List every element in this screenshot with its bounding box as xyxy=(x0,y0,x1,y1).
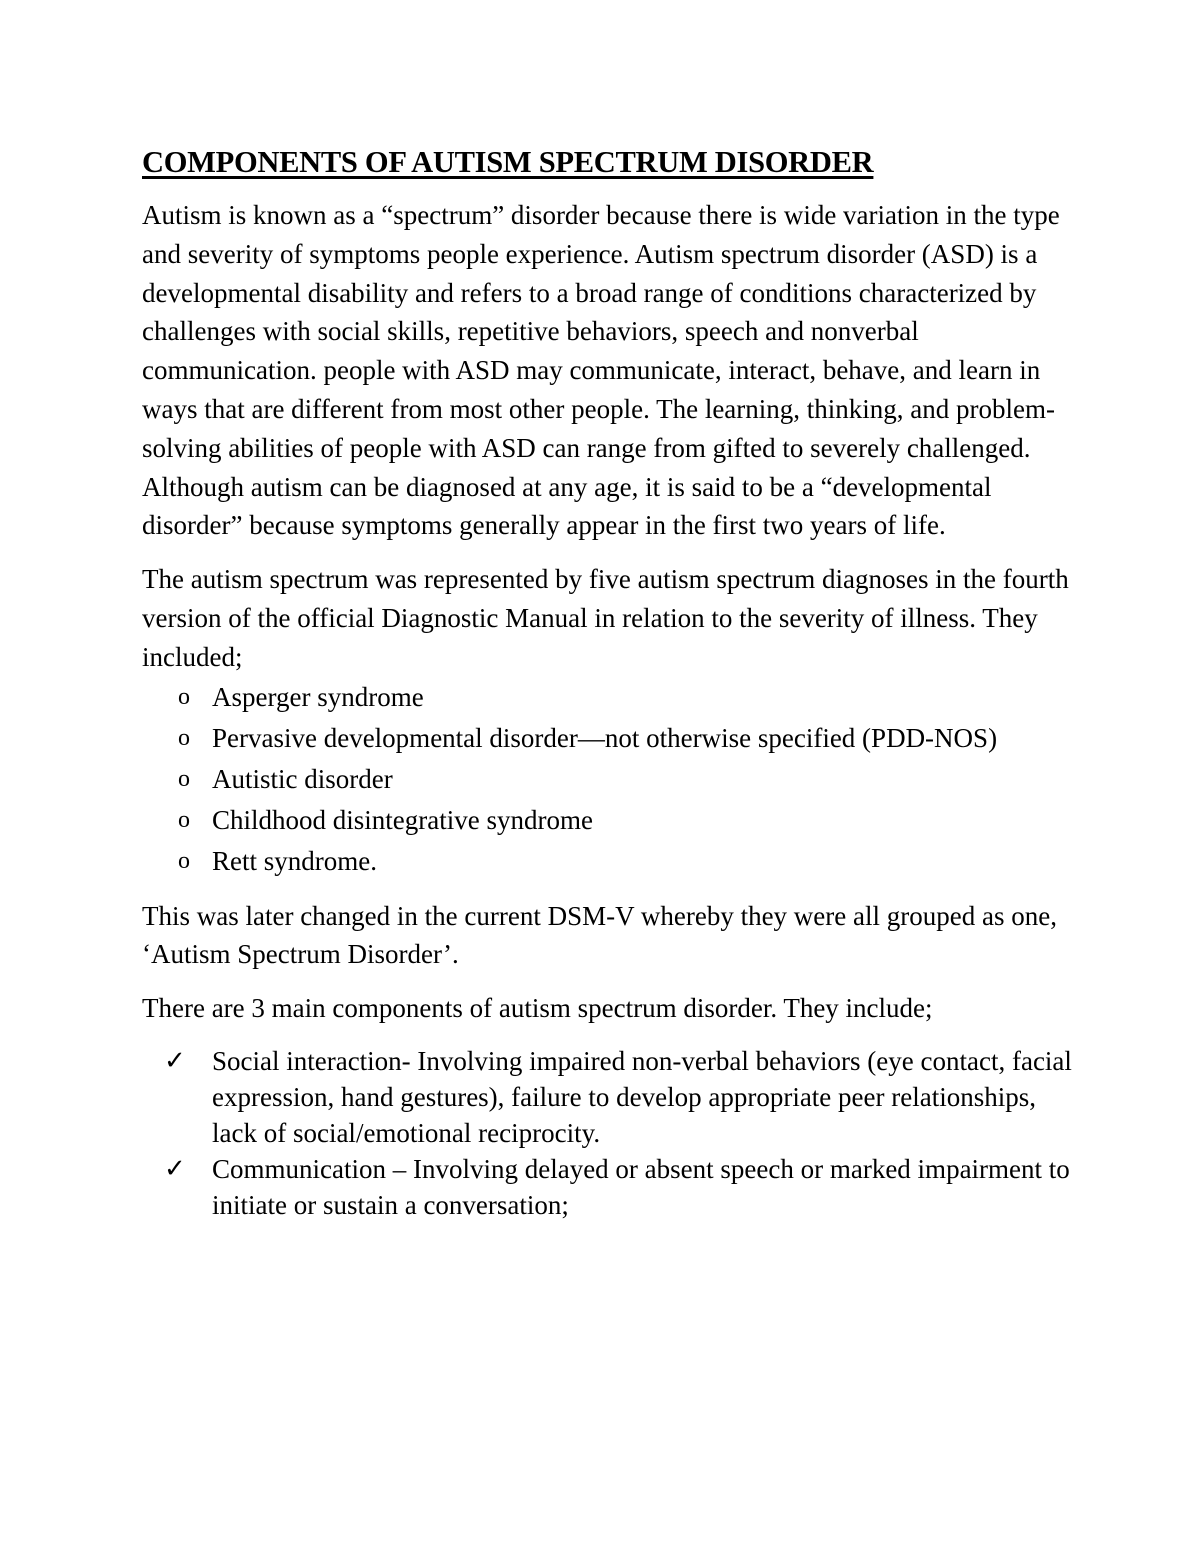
components-paragraph: There are 3 main components of autism spectrum disorder. They include; xyxy=(142,993,933,1024)
list-item xyxy=(142,841,1072,882)
circle-bullet-icon: o xyxy=(178,765,190,792)
components-list xyxy=(142,1043,1072,1223)
checkmark-icon: ✓ xyxy=(164,1153,186,1184)
list-item-text: Childhood disintegrative syndrome xyxy=(212,804,593,835)
list-item xyxy=(142,718,1072,759)
list-item xyxy=(142,677,1072,718)
list-item-text: Asperger syndrome xyxy=(212,681,424,712)
list-item-text: Communication – Involving delayed or absent speech or marked impairment to initiate or sustain a conversation; xyxy=(212,1153,1070,1220)
intro-paragraph: Autism is known as a “spectrum” disorder because there is wide variation in the type and severity of symptoms people experience. Autism spectrum disorder (ASD) is a developmental disability and refers to a broad range of conditions characterized by challenges with social skills, repetitive behaviors, speech and nonverbal communication. people with ASD may communicate, interact, behave, and learn in ways that are different from most other people. The learning, thinking, and problem-solving abilities of people with ASD can range from gifted to severely challenged. Although autism can be diagnosed at any age, it is said to be a “developmental disorder” because symptoms generally appear in the first two years of life. xyxy=(142,200,1060,541)
circle-bullet-icon: o xyxy=(178,683,190,710)
checkmark-icon: ✓ xyxy=(164,1045,186,1076)
spectrum-paragraph: The autism spectrum was represented by five autism spectrum diagnoses in the fourth version of the official Diagnostic Manual in relation to the severity of illness. They included; xyxy=(142,564,1069,672)
circle-bullet-icon: o xyxy=(178,847,190,874)
list-item xyxy=(142,759,1072,800)
list-item xyxy=(142,800,1072,841)
document-title: COMPONENTS OF AUTISM SPECTRUM DISORDER xyxy=(142,145,874,179)
circle-bullet-icon: o xyxy=(178,806,190,833)
list-item-text: Social interaction- Involving impaired non-verbal behaviors (eye contact, facial expression, hand gestures), failure to develop appropriate peer relationships, lack of social/emotional reciprocity. xyxy=(212,1045,1072,1148)
list-item xyxy=(142,1043,1072,1151)
dsm-paragraph: This was later changed in the current DSM-V whereby they were all grouped as one, ‘Autism Spectrum Disorder’. xyxy=(142,900,1057,970)
list-item-text: Rett syndrome. xyxy=(212,845,377,876)
diagnoses-list xyxy=(142,677,1072,882)
list-item-text: Autistic disorder xyxy=(212,763,393,794)
list-item-text: Pervasive developmental disorder—not otherwise specified (PDD-NOS) xyxy=(212,722,998,753)
document-body xyxy=(142,140,1072,1238)
list-item xyxy=(142,1151,1072,1223)
circle-bullet-icon: o xyxy=(178,724,190,751)
